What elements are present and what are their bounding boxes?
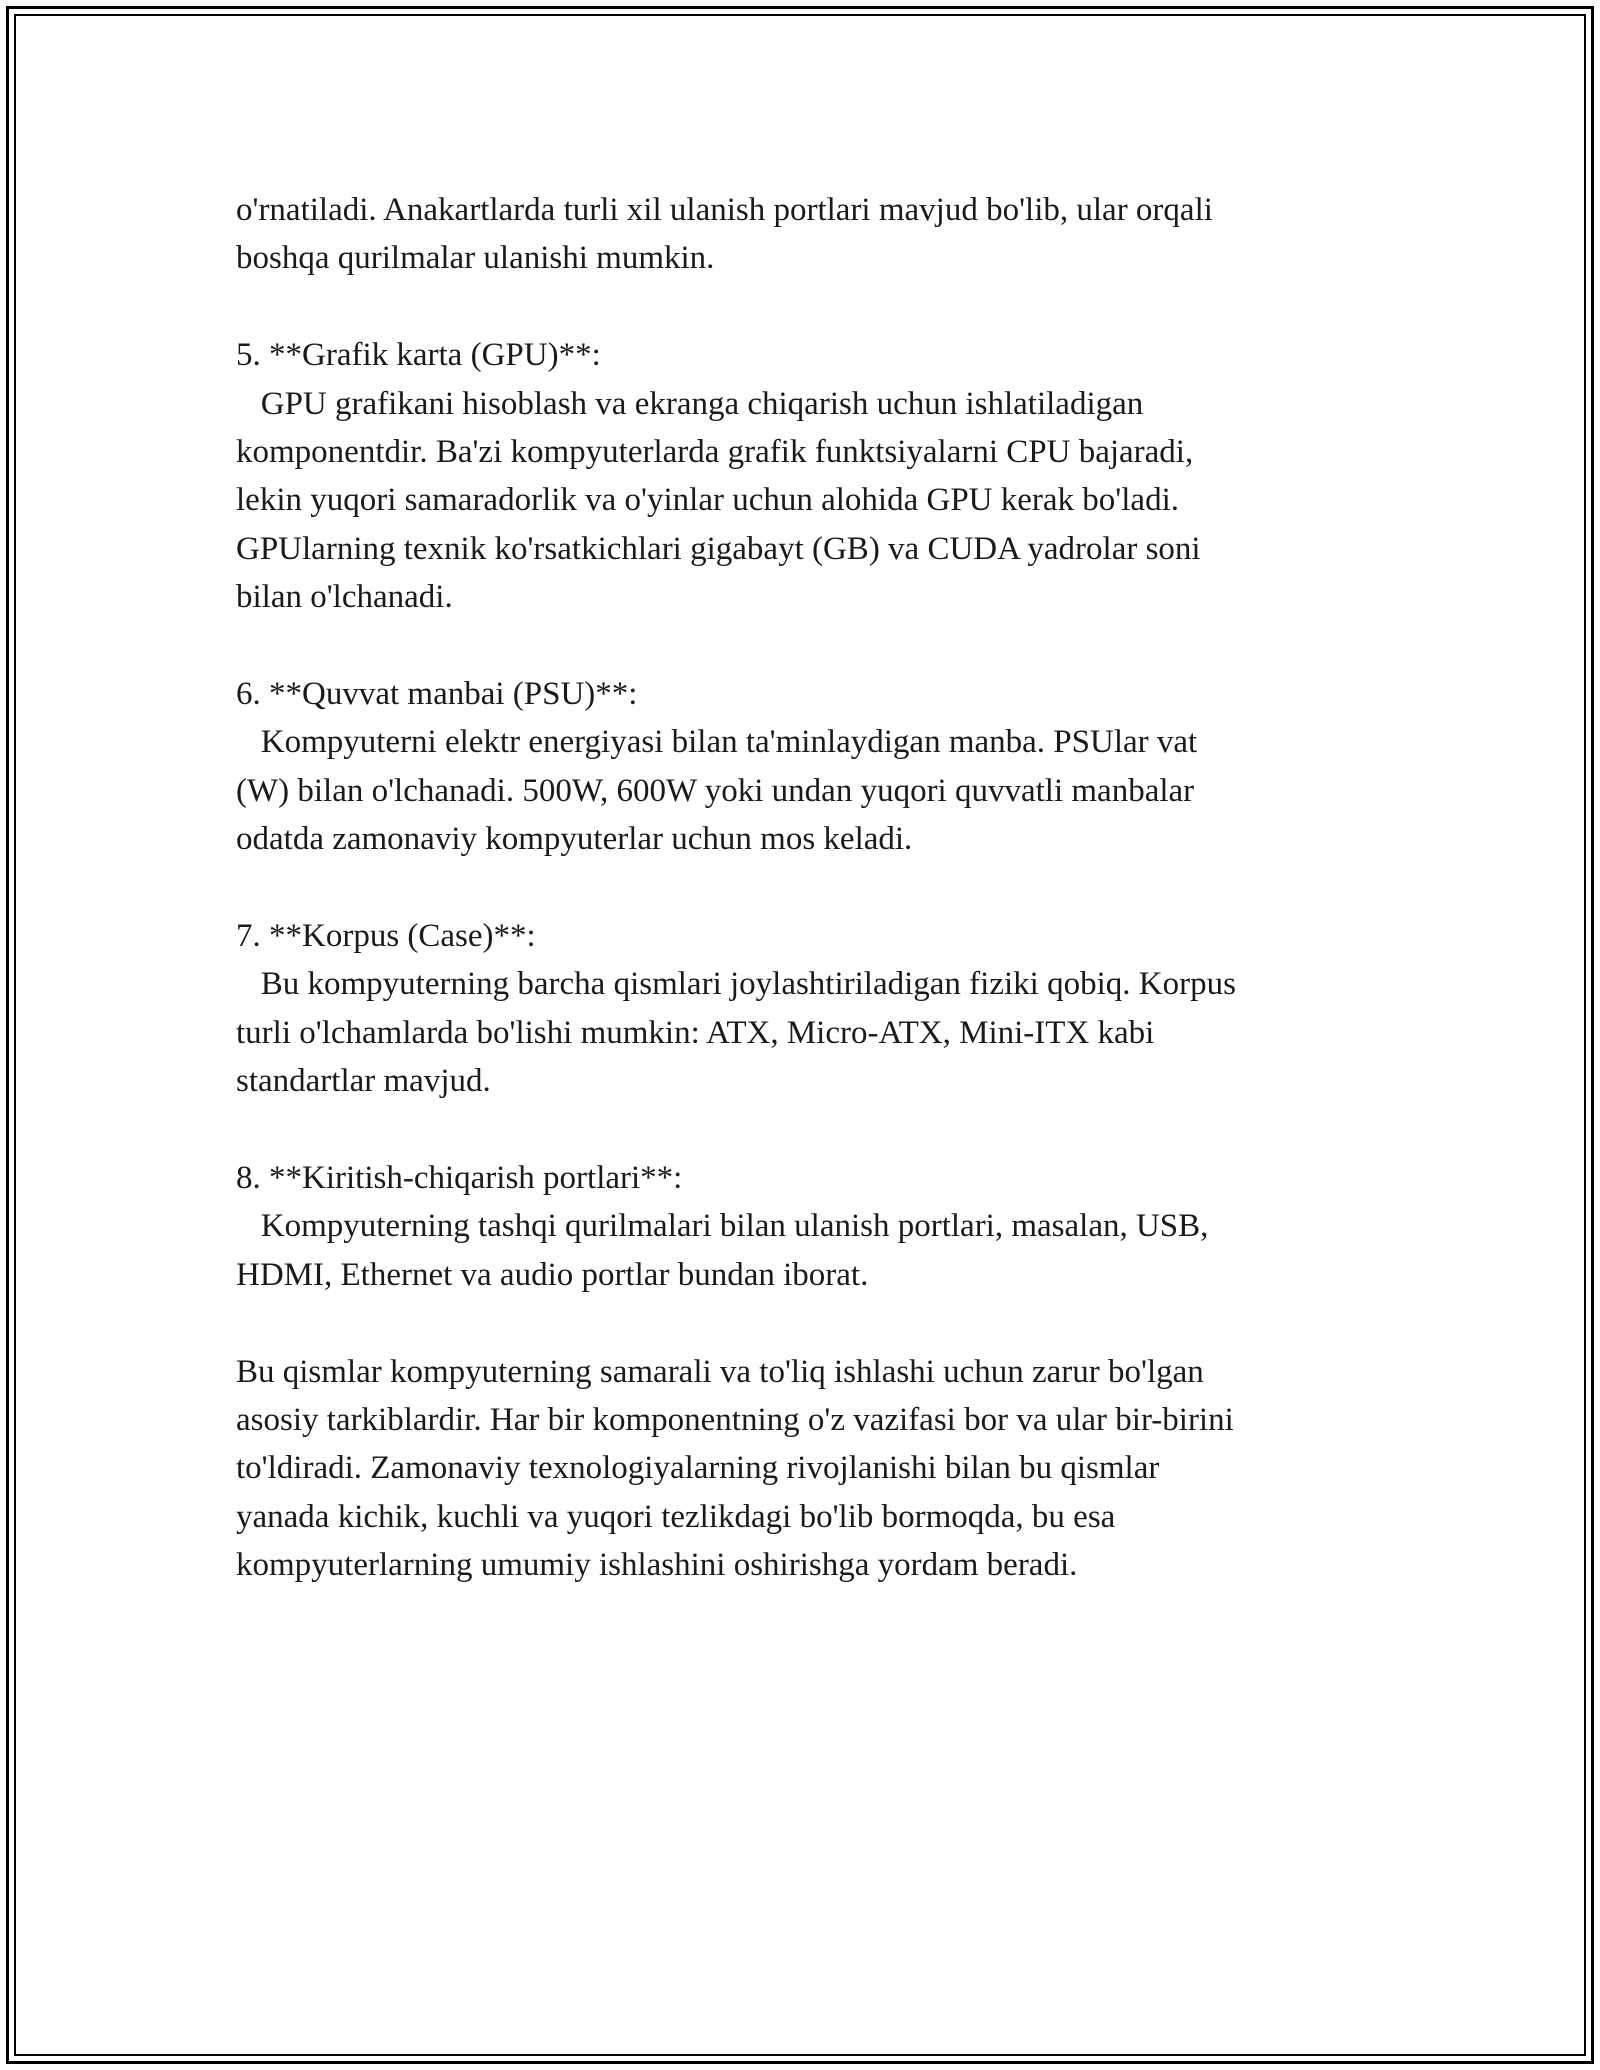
text-line: Bu kompyuterning barcha qismlari joylashtiriladigan fiziki qobiq. Korpus (236, 966, 1236, 1003)
section-io-ports (236, 1154, 1356, 1299)
text-line: standartlar mavjud. (236, 1063, 491, 1100)
text-line: Bu qismlar kompyuterning samarali va to'liq ishlashi uchun zarur bo'lgan (236, 1353, 1204, 1390)
text-line: to'ldiradi. Zamonaviy texnologiyalarning rivojlanishi bilan bu qismlar (236, 1450, 1160, 1487)
text-line: boshqa qurilmalar ulanishi mumkin. (236, 240, 715, 277)
section-heading: 7. **Korpus (Case)**: (236, 918, 536, 955)
text-line: HDMI, Ethernet va audio portlar bundan iborat. (236, 1256, 869, 1293)
section-heading: 6. **Quvvat manbai (PSU)**: (236, 676, 638, 713)
text-line: o'rnatiladi. Anakartlarda turli xil ulanish portlari mavjud bo'lib, ular orqali (236, 192, 1213, 228)
text-line: GPUlarning texnik ko'rsatkichlari gigabayt (GB) va CUDA yadrolar soni (236, 530, 1201, 567)
text-line: Kompyuterni elektr energiyasi bilan ta'minlaydigan manba. PSUlar vat (236, 724, 1198, 761)
text-line: bilan o'lchanadi. (236, 579, 453, 616)
section-psu (236, 670, 1356, 864)
section-case (236, 912, 1356, 1106)
text-line: komponentdir. Ba'zi kompyuterlarda grafik funktsiyalarni CPU bajaradi, (236, 434, 1194, 471)
text-line: asosiy tarkiblardir. Har bir komponentning o'z vazifasi bor va ular bir-birini (236, 1402, 1234, 1439)
section-heading: 5. **Grafik karta (GPU)**: (236, 337, 601, 374)
conclusion-paragraph (236, 1348, 1356, 1590)
text-line: lekin yuqori samaradorlik va o'yinlar uchun alohida GPU kerak bo'ladi. (236, 482, 1179, 519)
text-line: Kompyuterning tashqi qurilmalari bilan ulanish portlari, masalan, USB, (236, 1208, 1209, 1245)
text-line: yanada kichik, kuchli va yuqori tezlikdagi bo'lib bormoqda, bu esa (236, 1498, 1116, 1535)
section-heading: 8. **Kiritish-chiqarish portlari**: (236, 1160, 683, 1197)
text-line: odatda zamonaviy kompyuterlar uchun mos keladi. (236, 821, 913, 858)
document-body (236, 186, 1356, 1638)
text-line: kompyuterlarning umumiy ishlashini oshirishga yordam beradi. (236, 1547, 1078, 1584)
intro-paragraph (236, 186, 1356, 283)
section-gpu (236, 331, 1356, 621)
text-line: GPU grafikani hisoblash va ekranga chiqarish uchun ishlatiladigan (236, 385, 1144, 422)
text-line: (W) bilan o'lchanadi. 500W, 600W yoki undan yuqori quvvatli manbalar (236, 772, 1195, 809)
text-line: turli o'lchamlarda bo'lishi mumkin: ATX, Micro-ATX, Mini-ITX kabi (236, 1014, 1155, 1051)
